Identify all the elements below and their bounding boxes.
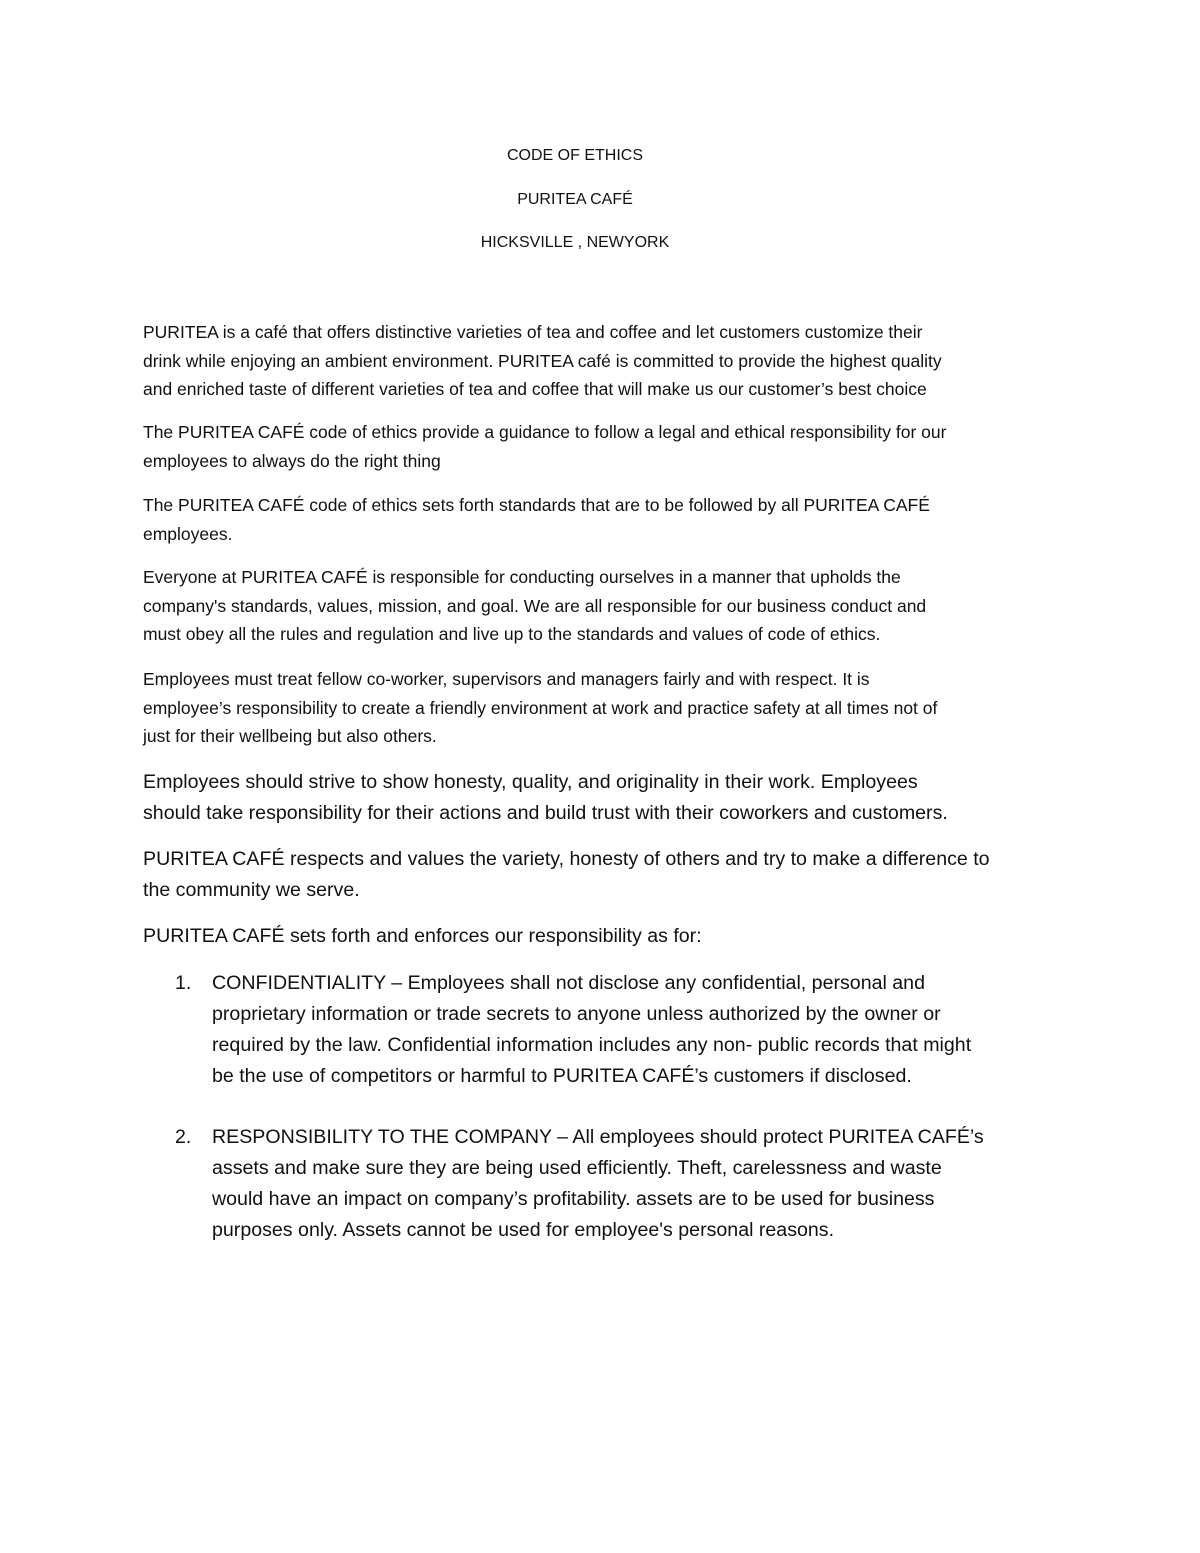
paragraph-line: employee’s responsibility to create a friendly environment at work and practice safety at all times not of [143,697,938,718]
respect-paragraph [143,665,1063,751]
company-name: PURITEA CAFÉ [517,191,633,208]
paragraph-line: must obey all the rules and regulation and live up to the standards and values of code of ethics. [143,624,881,644]
list-line: RESPONSIBILITY TO THE COMPANY – All employees should protect PURITEA CAFÉ’s [212,1126,984,1148]
paragraph-line: should take responsibility for their actions and build trust with their coworkers and customers. [143,802,948,824]
paragraph-line: just for their wellbeing but also others. [143,726,437,746]
paragraph-line: The PURITEA CAFÉ code of ethics sets forth standards that are to be followed by all PURITEA CAFÉ [143,495,930,515]
list-line: assets and make sure they are being used efficiently. Theft, carelessness and waste [212,1157,942,1179]
company-location: HICKSVILLE , NEWYORK [480,234,670,251]
enforcement-paragraph [143,921,1063,952]
honesty-paragraph [143,767,1063,829]
list-number: 1. [175,972,192,994]
paragraph-line: PURITEA CAFÉ respects and values the variety, honesty of others and try to make a difference to [143,848,990,870]
paragraph-line: PURITEA CAFÉ sets forth and enforces our responsibility as for: [143,925,702,947]
paragraph-line: employees. [143,523,233,544]
paragraph-line: PURITEA is a café that offers distinctive varieties of tea and coffee and let customers customize their [143,322,923,342]
list-line: would have an impact on company’s profitability. assets are to be used for business [212,1188,935,1210]
paragraph-line: and enriched taste of different varieties of tea and coffee that will make us our customer’s best choice [143,379,927,399]
list-line: proprietary information or trade secrets to anyone unless authorized by the owner or [212,1003,941,1025]
paragraph-line: drink while enjoying an ambient environment. PURITEA café is committed to provide the highest quality [143,350,942,371]
paragraph-line: the community we serve. [143,879,360,901]
paragraph-line: company's standards, values, mission, and goal. We are all responsible for our business conduct and [143,595,927,616]
paragraph-line: Employees must treat fellow co-worker, supervisors and managers fairly and with respect. It is [143,669,870,689]
guidance-paragraph [143,418,1063,475]
paragraph-line: employees to always do the right thing [143,450,441,471]
community-paragraph [143,844,1063,906]
responsibility-paragraph [143,563,1063,649]
standards-paragraph [143,491,1063,548]
list-line: purposes only. Assets cannot be used for employee's personal reasons. [212,1219,835,1241]
list-number: 2. [175,1126,192,1148]
list-line: CONFIDENTIALITY – Employees shall not disclose any confidential, personal and [212,972,925,994]
list-line: be the use of competitors or harmful to PURITEA CAFÉ’s customers if disclosed. [212,1065,912,1087]
intro-paragraph [143,318,1063,404]
paragraph-line: Employees should strive to show honesty, quality, and originality in their work. Employees [143,771,918,793]
list-line: required by the law. Confidential information includes any non- public records that might [212,1034,972,1056]
document-title: CODE OF ETHICS [506,147,643,164]
paragraph-line: The PURITEA CAFÉ code of ethics provide a guidance to follow a legal and ethical responsibility for our [143,422,947,442]
paragraph-line: Everyone at PURITEA CAFÉ is responsible for conducting ourselves in a manner that upholds the [143,567,901,587]
